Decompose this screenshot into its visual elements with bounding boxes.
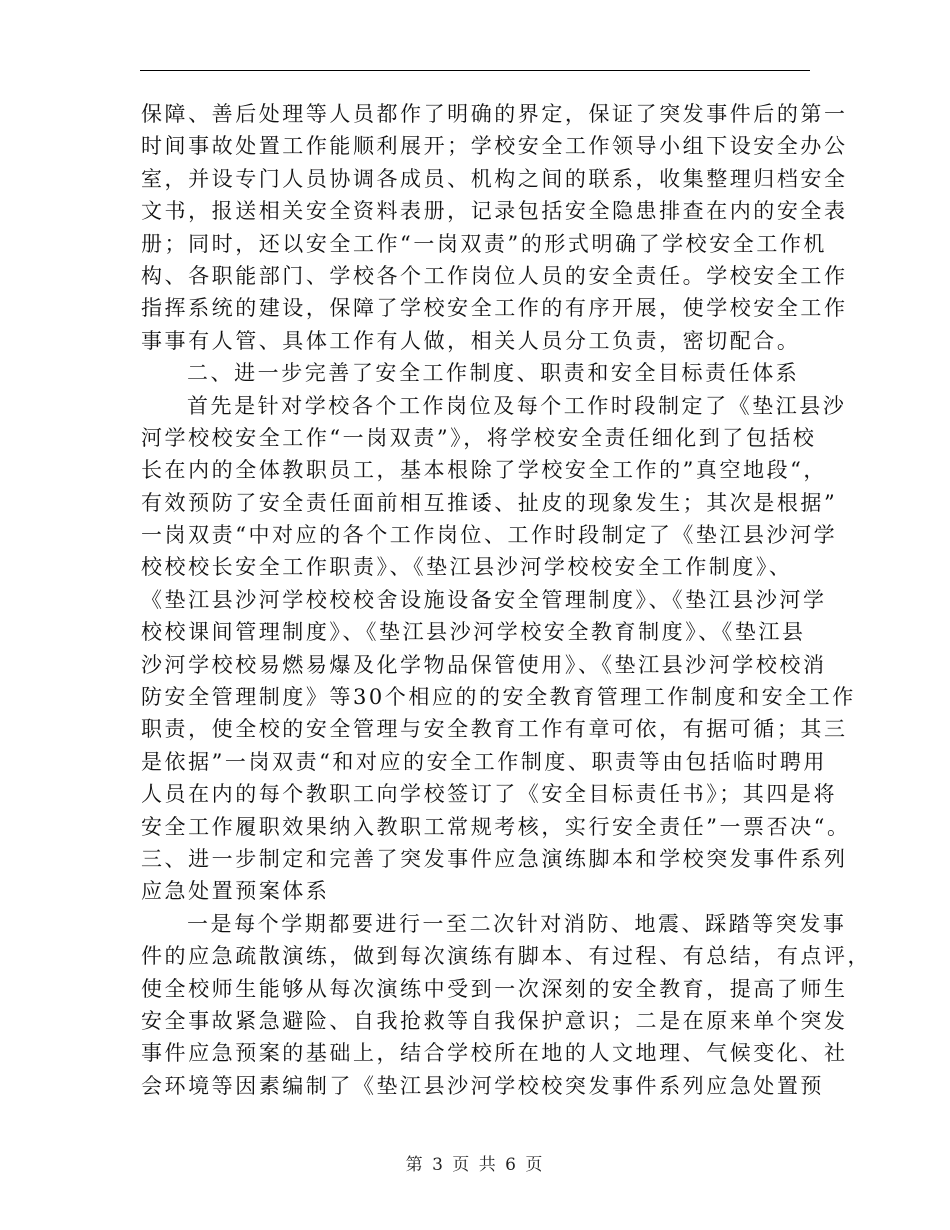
text-line: 指挥系统的建设，保障了学校安全工作的有序开展，使学校安全工作 xyxy=(141,296,848,321)
text-line: 事事有人管、具体工作有人做，相关人员分工负责，密切配合。 xyxy=(141,328,801,353)
text-line: 长在内的全体教职员工，基本根除了学校安全工作的”真空地段“， xyxy=(141,458,827,483)
text-line: 应急处置预案体系 xyxy=(141,879,330,904)
text-line: 一是每个学期都要进行一至二次针对消防、地震、踩踏等突发事 xyxy=(187,911,847,936)
text-line: 册；同时，还以安全工作“一岗双责”的形式明确了学校安全工作机 xyxy=(141,231,827,256)
text-line: 人员在内的每个教职工向学校签订了《安全目标责任书》；其四是将 xyxy=(141,782,837,807)
text-line: 校校校长安全工作职责》、《垫江县沙河学校校安全工作制度》、 xyxy=(141,555,793,580)
text-line: 构、各职能部门、学校各个工作岗位人员的安全责任。学校安全工作 xyxy=(141,263,848,288)
body-text xyxy=(141,98,872,1102)
text-line: 河学校校安全工作“一岗双责”》，将学校安全责任细化到了包括校 xyxy=(141,425,817,450)
text-line: 首先是针对学校各个工作岗位及每个工作时段制定了《垫江县沙 xyxy=(187,393,847,418)
text-line: 文书，报送相关安全资料表册，记录包括安全隐患排查在内的安全表 xyxy=(141,199,848,224)
text-line: 一岗双责“中对应的各个工作岗位、工作时段制定了《垫江县沙河学 xyxy=(141,523,838,548)
text-line: 会环境等因素编制了《垫江县沙河学校校突发事件系列应急处置预 xyxy=(141,1073,824,1098)
text-line: 三、进一步制定和完善了突发事件应急演练脚本和学校突发事件系列 xyxy=(141,846,848,871)
text-line: 安全事故紧急避险、自我抢救等自我保护意识；二是在原来单个突发 xyxy=(141,1008,848,1033)
text-line: 《垫江县沙河学校校校舍设施设备安全管理制度》、《垫江县沙河学 xyxy=(141,587,827,612)
text-line: 防安全管理制度》等30个相应的的安全教育管理工作制度和安全工作 xyxy=(141,685,856,710)
text-line: 校校课间管理制度》、《垫江县沙河学校安全教育制度》、《垫江县 xyxy=(141,620,806,645)
text-line: 沙河学校校易燃易爆及化学物品保管使用》、《垫江县沙河学校校消 xyxy=(141,652,827,677)
text-line: 室，并设专门人员协调各成员、机构之间的联系，收集整理归档安全 xyxy=(141,166,848,191)
text-line: 事件应急预案的基础上，结合学校所在地的人文地理、气候变化、社 xyxy=(141,1041,848,1066)
text-line: 安全工作履职效果纳入教职工常规考核，实行安全责任”一票否决“。 xyxy=(141,814,851,839)
header-rule xyxy=(140,70,810,71)
text-line: 件的应急疏散演练，做到每次演练有脚本、有过程、有总结，有点评， xyxy=(141,944,872,969)
text-line: 保障、善后处理等人员都作了明确的界定，保证了突发事件后的第一 xyxy=(141,102,848,126)
text-line: 有效预防了安全责任面前相互推诿、扯皮的现象发生；其次是根据” xyxy=(141,490,838,515)
text-line: 使全校师生能够从每次演练中受到一次深刻的安全教育，提高了师生 xyxy=(141,976,848,1001)
text-line: 是依据”一岗双责“和对应的安全工作制度、职责等由包括临时聘用 xyxy=(141,749,827,774)
page-number-footer: 第 3 页 共 6 页 xyxy=(405,1155,545,1175)
text-line: 二、进一步完善了安全工作制度、职责和安全目标责任体系 xyxy=(187,361,800,386)
text-line: 时间事故处置工作能顺利展开；学校安全工作领导小组下设安全办公 xyxy=(141,134,848,159)
text-line: 职责，使全校的安全管理与安全教育工作有章可依，有据可循；其三 xyxy=(141,717,848,742)
